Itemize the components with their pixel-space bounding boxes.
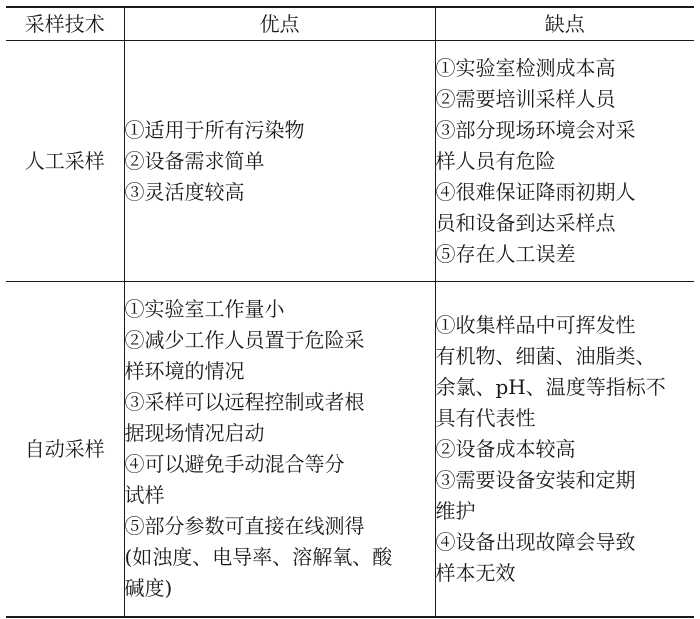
cons-line: 余氯、pH、温度等指标不 xyxy=(435,374,666,399)
cons-line: 维护 xyxy=(435,498,476,523)
pros-line: ②减少工作人员置于危险采 xyxy=(124,328,365,352)
pros-line: ③采样可以远程控制或者根 xyxy=(124,390,365,414)
pros-cell xyxy=(124,282,435,618)
cons-line: 具有代表性 xyxy=(435,405,536,430)
header-technique: 采样技术 xyxy=(6,7,124,41)
pros-line: ④可以避免手动混合等分 xyxy=(124,452,345,476)
header-pros: 优点 xyxy=(124,7,435,41)
cons-line: ④很难保证降雨初期人 xyxy=(435,179,636,204)
technique-cell: 人工采样 xyxy=(6,41,124,282)
pros-cell xyxy=(124,41,435,282)
table-header-row xyxy=(6,7,694,41)
pros-line: (如浊度、电导率、溶解氧、酸 xyxy=(124,545,393,569)
sampling-comparison-table xyxy=(6,6,694,618)
cons-line: ③部分现场环境会对采 xyxy=(435,117,636,142)
cons-line: 员和设备到达采样点 xyxy=(435,210,616,235)
pros-line: 据现场情况启动 xyxy=(124,421,265,445)
cons-line: ①收集样品中可挥发性 xyxy=(435,312,636,337)
table-row-automatic-sampling xyxy=(6,282,694,618)
pros-line: ②设备需求简单 xyxy=(124,148,265,173)
cons-cell xyxy=(435,41,694,282)
pros-line: ③灵活度较高 xyxy=(124,179,245,204)
cons-line: ①实验室检测成本高 xyxy=(435,55,616,80)
pros-line: ⑤部分参数可直接在线测得 xyxy=(124,514,365,538)
pros-line: ①实验室工作量小 xyxy=(124,297,285,321)
table-row-manual-sampling xyxy=(6,41,694,282)
cons-line: ③需要设备安装和定期 xyxy=(435,467,636,492)
technique-cell: 自动采样 xyxy=(6,282,124,618)
header-cons: 缺点 xyxy=(435,7,694,41)
cons-line: ⑤存在人工误差 xyxy=(435,241,576,266)
cons-cell xyxy=(435,282,694,618)
pros-line: 试样 xyxy=(124,483,165,507)
cons-line: 样人员有危险 xyxy=(435,148,556,173)
cons-line: ④设备出现故障会导致 xyxy=(435,529,636,554)
pros-line: ①适用于所有污染物 xyxy=(124,117,305,142)
cons-line: ②需要培训采样人员 xyxy=(435,86,616,111)
pros-line: 碱度) xyxy=(124,576,173,600)
cons-line: 有机物、细菌、油脂类、 xyxy=(435,343,656,368)
cons-line: ②设备成本较高 xyxy=(435,436,576,461)
cons-line: 样本无效 xyxy=(435,560,516,585)
pros-line: 样环境的情况 xyxy=(124,359,245,383)
